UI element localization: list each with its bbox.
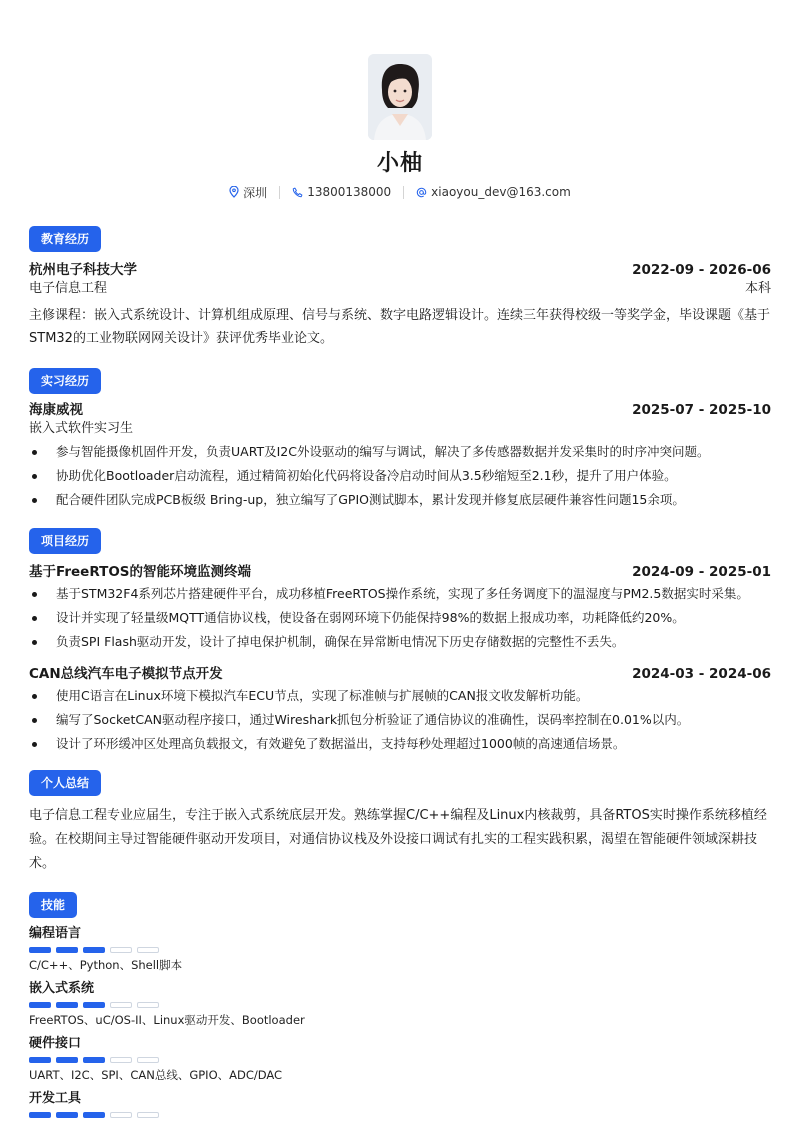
level-segment-filled bbox=[83, 947, 105, 953]
project-bullets bbox=[29, 582, 771, 654]
internship-section bbox=[29, 368, 771, 512]
project-dates: 2024-09 - 2025-01 bbox=[632, 564, 771, 580]
company-name: 海康威视 bbox=[29, 402, 83, 418]
education-detail-row bbox=[29, 280, 771, 298]
skill-level bbox=[29, 1057, 771, 1063]
skill-name: 编程语言 bbox=[29, 926, 82, 941]
skill-desc: C/C++、Python、Shell脚本 bbox=[29, 958, 183, 972]
level-segment-empty bbox=[110, 947, 132, 953]
school-name: 杭州电子科技大学 bbox=[29, 262, 137, 278]
skill-desc: UART、I2C、SPI、CAN总线、GPIO、ADC/DAC bbox=[29, 1068, 283, 1082]
level-segment-empty bbox=[137, 1057, 159, 1063]
internship-heading: 实习经历 bbox=[29, 368, 101, 394]
internship-role: 嵌入式软件实习生 bbox=[29, 421, 134, 436]
education-dates: 2022-09 - 2026-06 bbox=[632, 262, 771, 278]
project-row bbox=[29, 664, 771, 684]
level-segment-empty bbox=[137, 1002, 159, 1008]
list-item: 负责SPI Flash驱动开发，设计了掉电保护机制，确保在异常断电情况下历史存储数据的完整性不丢失。 bbox=[29, 630, 771, 654]
skill-name: 开发工具 bbox=[29, 1091, 82, 1106]
skill-desc: FreeRTOS、uC/OS-II、Linux驱动开发、Bootloader bbox=[29, 1013, 305, 1027]
projects-section bbox=[29, 528, 771, 756]
level-segment-filled bbox=[56, 947, 78, 953]
skill-item bbox=[29, 979, 771, 1028]
skill-name: 硬件接口 bbox=[29, 1036, 82, 1051]
level-segment-empty bbox=[110, 1112, 132, 1118]
level-segment-empty bbox=[110, 1057, 132, 1063]
education-description: 主修课程：嵌入式系统设计、计算机组成原理、信号与系统、数字电路逻辑设计。连续三年获得校级一等奖学金，毕设课题《基于STM32的工业物联网网关设计》获评优秀毕业论文。 bbox=[29, 308, 771, 346]
project-item bbox=[29, 664, 771, 756]
skill-name: 嵌入式系统 bbox=[29, 981, 95, 996]
education-heading: 教育经历 bbox=[29, 226, 101, 252]
list-item: 编写了SocketCAN驱动程序接口，通过Wireshark抓包分析验证了通信协议的准确性，误码率控制在0.01%以内。 bbox=[29, 708, 771, 732]
level-segment-filled bbox=[29, 947, 51, 953]
education-row bbox=[29, 260, 771, 280]
level-segment-empty bbox=[137, 947, 159, 953]
summary-text: 电子信息工程专业应届生，专注于嵌入式系统底层开发。熟练掌握C/C++编程及Linux内核裁剪，具备RTOS实时操作系统移植经验。在校期间主导过智能硬件驱动开发项目，对通信协议栈及外设接口调试有扎实的工程实践积累，渴望在智能硬件领域深耕技术。 bbox=[29, 808, 767, 871]
skill-level bbox=[29, 1112, 771, 1118]
avatar bbox=[368, 54, 432, 140]
education-section bbox=[29, 226, 771, 350]
project-bullets bbox=[29, 684, 771, 756]
skill-level bbox=[29, 1002, 771, 1008]
list-item: 配合硬件团队完成PCB板级 Bring-up，独立编写了GPIO测试脚本，累计发现并修复底层硬件兼容性问题15余项。 bbox=[29, 488, 771, 512]
skill-item bbox=[29, 1034, 771, 1083]
level-segment-filled bbox=[56, 1112, 78, 1118]
level-segment-filled bbox=[29, 1057, 51, 1063]
list-item: 设计了环形缓冲区处理高负载报文，有效避免了数据溢出，支持每秒处理超过1000帧的高速通信场景。 bbox=[29, 732, 771, 756]
internship-dates: 2025-07 - 2025-10 bbox=[632, 402, 771, 418]
level-segment-filled bbox=[29, 1002, 51, 1008]
education-major: 电子信息工程 bbox=[29, 281, 108, 296]
city-text: 深圳 bbox=[243, 185, 268, 200]
contact-divider bbox=[403, 186, 404, 199]
project-name: 基于FreeRTOS的智能环境监测终端 bbox=[29, 564, 252, 580]
contact-city bbox=[229, 184, 267, 201]
education-degree: 本科 bbox=[744, 281, 771, 296]
contact-phone bbox=[292, 185, 391, 199]
profile-header bbox=[29, 0, 771, 200]
level-segment-filled bbox=[56, 1057, 78, 1063]
skill-item bbox=[29, 1089, 771, 1118]
skills-heading: 技能 bbox=[29, 892, 77, 918]
project-item bbox=[29, 562, 771, 654]
level-segment-empty bbox=[137, 1112, 159, 1118]
contact-email[interactable] bbox=[416, 185, 571, 199]
list-item: 设计并实现了轻量级MQTT通信协议栈，使设备在弱网环境下仍能保持98%的数据上报成功率，功耗降低约20%。 bbox=[29, 606, 771, 630]
skill-level bbox=[29, 947, 771, 953]
level-segment-empty bbox=[110, 1002, 132, 1008]
at-sign-icon bbox=[416, 187, 427, 198]
list-item: 参与智能摄像机固件开发，负责UART及I2C外设驱动的编写与调试，解决了多传感器数据并发采集时的时序冲突问题。 bbox=[29, 440, 771, 464]
summary-heading: 个人总结 bbox=[29, 770, 101, 796]
candidate-name: 小柚 bbox=[376, 151, 423, 176]
project-name: CAN总线汽车电子模拟节点开发 bbox=[29, 666, 223, 682]
level-segment-filled bbox=[83, 1057, 105, 1063]
summary-section bbox=[29, 770, 771, 876]
contact-divider bbox=[279, 186, 280, 199]
phone-text: 13800138000 bbox=[307, 185, 392, 199]
contact-info bbox=[29, 184, 771, 200]
location-pin-icon bbox=[229, 186, 239, 198]
level-segment-filled bbox=[29, 1112, 51, 1118]
list-item: 协助优化Bootloader启动流程，通过精简初始化代码将设备冷启动时间从3.5秒缩短至2.1秒，提升了用户体验。 bbox=[29, 464, 771, 488]
project-row bbox=[29, 562, 771, 582]
internship-bullets bbox=[29, 440, 771, 512]
project-dates: 2024-03 - 2024-06 bbox=[632, 666, 771, 682]
resume-page bbox=[29, 0, 771, 1122]
level-segment-filled bbox=[56, 1002, 78, 1008]
list-item: 使用C语言在Linux环境下模拟汽车ECU节点，实现了标准帧与扩展帧的CAN报文收发解析功能。 bbox=[29, 684, 771, 708]
list-item: 基于STM32F4系列芯片搭建硬件平台，成功移植FreeRTOS操作系统，实现了多任务调度下的温湿度与PM2.5数据实时采集。 bbox=[29, 582, 771, 606]
level-segment-filled bbox=[83, 1112, 105, 1118]
internship-row bbox=[29, 400, 771, 420]
skill-item bbox=[29, 924, 771, 973]
skills-section bbox=[29, 892, 771, 1118]
email-text[interactable]: xiaoyou_dev@163.com bbox=[431, 185, 571, 199]
phone-icon bbox=[292, 187, 303, 198]
projects-heading: 项目经历 bbox=[29, 528, 101, 554]
level-segment-filled bbox=[83, 1002, 105, 1008]
